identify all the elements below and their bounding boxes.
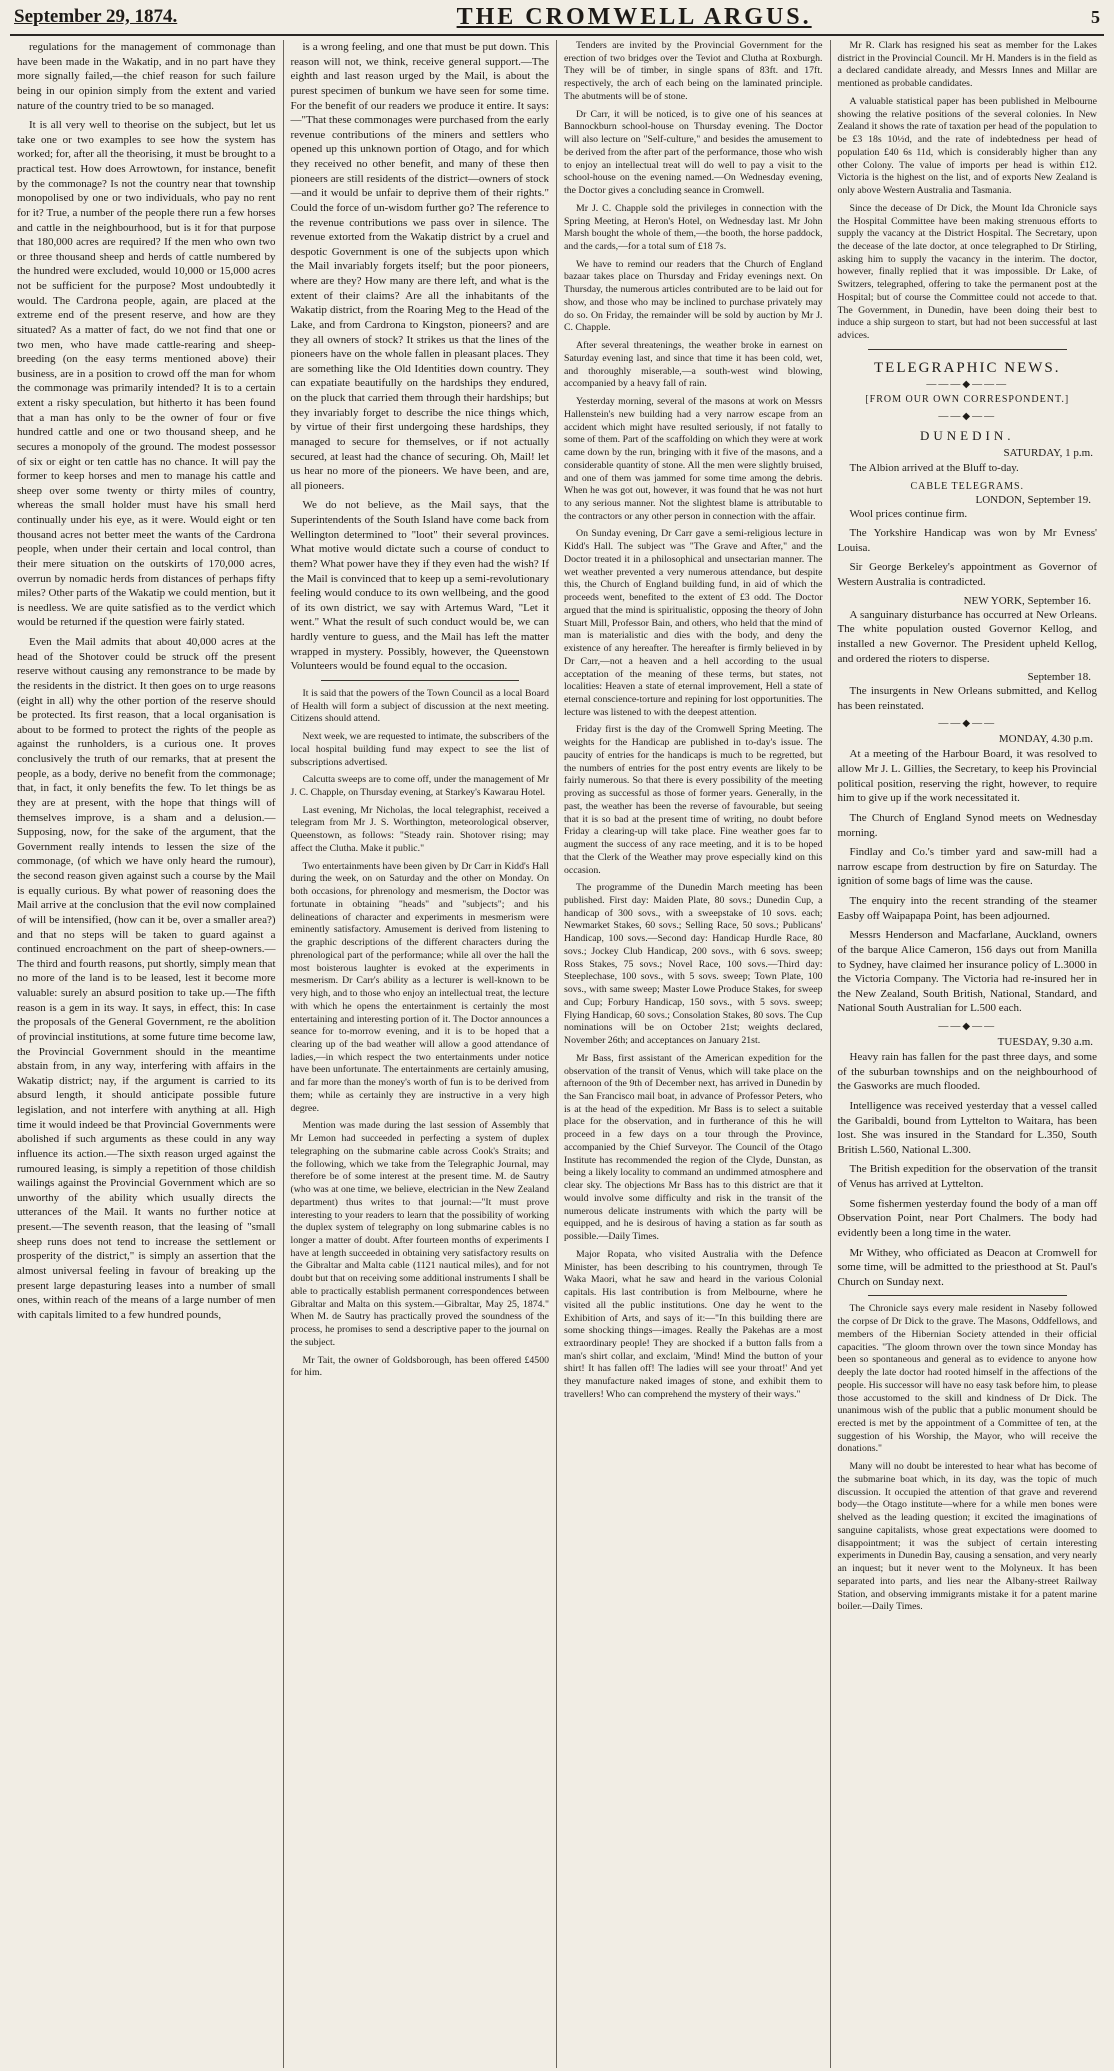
news-item: Calcutta sweeps are to come off, under the management of Mr J. C. Chapple, on Thursday evening, at Starkey's Kawarau Hotel. xyxy=(290,774,549,799)
correspondent-note: [FROM OUR OWN CORRESPONDENT.] xyxy=(865,393,1070,405)
article-paragraph: It is all very well to theorise on the subject, but let us take one or two examples to see how the system has worked; for, after all the theorising, it must be brought to a practical test. How does Arrowtown, for instance, benefit by the commonage? Is not the country near that township monopolised by one or two individuals, who pay no rent for it? True, a number of the people there run a few horses and cattle in the neighbourhood, but is it for that purpose that 180,000 acres are required? If the men who own two or three thousand sheep and herds of cattle numbered by the hundred were excluded, would 10,000 or 15,000 acres not be sufficient for the purpose? Most undoubtedly it would. The Cardrona people, again, are placed at the extreme end of the present reserve, and how are they situated? As a matter of fact, do we not find that one or two men, who have made cattle-rearing and sheep-breeding (on the easy terms mentioned above) their business, are in a position to crowd off the man for whom the commonage was primarily intended? It is to a certain extent a risky speculation, but hitherto it has been found that a man has only to be the owner of four or five hundred cattle and one or two thousand sheep, and he secures a monopoly of the ground. The modest possessor of six or eight or ten cattle has no chance. It will pay the former to keep horses and men to manage his cattle and sheep over some twenty or thirty miles of country, whereas the small holder must have his small herd continually under his eye, as it were. Would eight or ten thousand acres not better meet the wants of the Cardrona people, when under their certain and local control, than their mere situation on the outskirts of 170,000 acres, overrun by nomadic herds from distances of perhaps fifty miles? Other parts of the Wakatip we could mention, but it is needless. We are quite satisfied as to the verdict which would be returned if the question were fairly stated. xyxy=(17,119,276,629)
article-paragraph: is a wrong feeling, and one that must be put down. This reason will not, we think, receive general support.—The eighth and last reason urged by the Mail, is about the purest specimen of bunkum we have seen for some time. For the benefit of our readers we produce it entire. It says:—"That these commonages were purchased from the early revenue contributions of the miners and settlers who opened up this unknown portion of Otago, and for which they received no other benefit, and many of these then pioneers are still residents of the district—owners of stock—and it would be unfair to deprive them of their rights." Could the force of un-wisdom further go? The reference to the revenue contributions we pass over in silence. The revenue extorted from the Wakatip district by a cruel and despotic Government is one of the subjects upon which the Mail invariably forgets itself; but the poor pioneers, where are they? How many are there left, and what is the extent of their claims? Are all the inhabitants of the Wakatip district, from the Roaring Meg to the Head of the Lake, and from Cardrona to Kingston, pioneers? and are they all owners of stock? It strikes us that the lines of the pioneers have on the whole fallen in pleasant places. They are something like the Old Identities down country. They can expatiate beautifully on the hardships they endured, on the pluck that carried them through their hardships; but they invariably forget to describe the nice things which, by virtue of their first undergoing these hardships, they managed to secure for themselves, or if not actually secured, at least had the chance of securing. Oh, Mail! let us hear no more of the pioneers. We have been, and are, all pioneers. xyxy=(290,41,550,492)
telegram-item: The insurgents in New Orleans submitted, and Kellog has been reinstated. xyxy=(837,685,1097,712)
dateline: September 18. xyxy=(1027,671,1091,684)
news-item: Next week, we are requested to intimate, the subscribers of the local hospital building fund may expect to see the list of subscriptions advertised. xyxy=(290,731,549,768)
article-paragraph: We do not believe, as the Mail says, that the Superintendents of the South Island have come back from Wellington determined to "loot" their several provinces. What motive would dictate such a course of conduct to them? What power have they if they even had the wish? If the Mail is convinced that to keep up a semi-revolutionary feeling would conduce to its own wellbeing, and the good of its own district, we say with Artemus Ward, "Let it went." What the result of such conduct would be, we can hardly venture to guess, and the Mail has left the matter wrapped in mystery. Possibly, however, the Queenstown Volunteers would be found equal to the occasion. xyxy=(290,499,549,673)
column-1 xyxy=(10,40,284,2068)
telegram-item: The enquiry into the recent stranding of the steamer Easby off Waipapapa Point, has been adjourned. xyxy=(837,895,1097,922)
column-3 xyxy=(557,40,831,2068)
telegraphic-news-heading: TELEGRAPHIC NEWS. xyxy=(874,359,1061,376)
masthead xyxy=(10,0,1104,36)
telegram-item: Findlay and Co.'s timber yard and saw-mill had a narrow escape from destruction by fire on Saturday. The ignition of some bags of lime was the cause. xyxy=(837,846,1097,888)
newspaper-title: THE CROMWELL ARGUS. xyxy=(456,3,812,30)
ornament-divider-icon: ——◆—— xyxy=(938,718,997,730)
news-item: The programme of the Dunedin March meeting has been published. First day: Maiden Plate, 80 sovs.; Dunedin Cup, a handicap of 300 sovs., with a sweepstake of 10 sovs. each; Newmarket Stakes, 60 sovs.; Selling Race, 50 sovs.; Publicans' Handicap, 100 sovs.—Second day: Handicap Hurdle Race, 80 sovs.; Jockey Club Handicap, 200 sovs., with 6 sovs. sweep; Ross Stakes, 75 sovs.; Novel Race, 100 sovs.—Third day: Steeplechase, 100 sovs., with 5 sovs. sweep; Town Plate, 100 sovs., with same sweep; Master Lowe Produce Stakes, for sweep and Cup; Forbury Handicap, 150 sovs., with 5 sovs. sweep; Flying Handicap, 60 sovs.; Consolation Stakes, 80 sovs. The Cup nominations will be on October 21st; weights declared, November 26th; and acceptances on January 21st. xyxy=(564,882,823,1047)
article-paragraph: regulations for the management of commonage than have been made in the Wakatip, and in no part have they more signally failed,—the chief reason for such failure being in our opinion simply from the extent and varied nature of the country tried to be so managed. xyxy=(17,41,276,112)
news-item: A valuable statistical paper has been published in Melbourne showing the relative positions of the several colonies. In New Zealand it shows the rate of taxation per head of the population to be £3 18s 10½d, and the rate of indebtedness per head of population £40 6s 11d, which is considerably higher than any other Colony. The value of imports per head is within £12. Victoria is the highest on the list, and of exports New Zealand is only above Western Australia and Tasmania. xyxy=(837,95,1097,197)
news-item: Mr J. C. Chapple sold the privileges in connection with the Spring Meeting, at Heron's Hotel, on Wednesday last. Mr John Marsh bought the whole of them,—the booth, the horse paddock, and the cards,—for a total sum of £18 7s. xyxy=(564,202,823,253)
news-item: We have to remind our readers that the Church of England bazaar takes place on Thursday and Friday evenings next. On Thursday, the numerous articles contributed are to be laid out for show, and those who may be inclined to purchase privately may do so. On Friday, the remainder will be sold by auction by Mr J. C. Chapple. xyxy=(564,258,823,334)
news-item: Mention was made during the last session of Assembly that Mr Lemon had succeeded in perfecting a system of duplex telegraphing on the submarine cable across Cook's Straits; and the following, which we take from the Telegraphic Journal, may therefore be of some interest at the present time. M. de Sautry (who was at one time, we believe, electrician in the New Zealand department) thus writes to that journal:—"It must prove interesting to your readers to learn that the possibility of working the duplex system of telegraphy on long submarine cables is no longer a matter of doubt. After fourteen months of experiments I have at length succeeded in obtaining very satisfactory results on the Gibraltar and Malta cable (1121 nautical miles), and for not doubt but that on receiving some additional instruments I shall be able to practically establish permanent correspondences between Gibraltar and Malta on this system.—Gibraltar, May 25, 1874." When M. de Sautry has practically proved the soundness of the process, he promises to send a descriptive paper to the journal on the subject. xyxy=(290,1120,549,1348)
column-4 xyxy=(831,40,1105,2068)
dateline: LONDON, September 19. xyxy=(975,493,1091,506)
news-item: It is said that the powers of the Town Council as a local Board of Health will form a subject of discussion at the next meeting. Citizens should attend. xyxy=(290,687,549,725)
telegram-item: Sir George Berkeley's appointment as Governor of Western Australia is contradicted. xyxy=(837,561,1097,589)
news-item: Dr Carr, it will be noticed, is to give one of his seances at Bannockburn school-house on Thursday evening. The Doctor will also lecture on "Self-culture," and besides the amusement to be derived from the after part of the performance, those who wish to enjoy an intellectual treat will do well to pay a visit to the school-house on the evening named.—On Wednesday evening, the Doctor gives a concluding seance in Cromwell. xyxy=(564,108,823,197)
news-item: The Chronicle says every male resident in Naseby followed the corpse of Dr Dick to the grave. The Masons, Oddfellows, and members of the Hibernian Society attended in their official capacities. "The gloom thrown over the town since Monday has been so spontaneous and general as to evidence to anyone how deeply the late doctor had rooted himself in the affections of the people. His successor will have no easy task before him, to please those accustomed to the skill and kindness of Dr Dick. The unanimous wish of the public that a public monument should be erected is met by the appointment of a Committee of ten, at the suggestion of his Worship, the Mayor, who will receive the donations." xyxy=(837,1303,1097,1455)
ornament-divider-icon: ——◆—— xyxy=(938,1021,997,1033)
news-item: Tenders are invited by the Provincial Government for the erection of two bridges over the Teviot and Clutha at Roxburgh. They will be of timber, in single spans of 83ft. and 17ft. respectively, the arch of each being on the laminated principle. The abutments will be of stone. xyxy=(564,40,823,102)
telegram-item: Mr Withey, who officiated as Deacon at Cromwell for some time, will be admitted to the priesthood at St. Paul's Church on Sunday next. xyxy=(837,1246,1097,1288)
telegram-item: Wool prices continue firm. xyxy=(849,507,968,520)
telegram-item: Heavy rain has fallen for the past three days, and some of the suburban townships and on the neighbourhood of the Gasworks are much flooded. xyxy=(837,1051,1097,1093)
news-item: Many will no doubt be interested to hear what has become of the submarine boat which, in its day, was the topic of much discussion. It occupied the attention of that grave and reverend body—the Otago institute—where for a while men bones were shelved as the leading question; it excited the imaginations of sanguine capitalists, whose great expectations were doomed to disappointment; it was the subject of certain interesting experiments in Dunedin Bay, causing a sensation, and very nearly an inquest; but it never went to the Molyneux. It has been separated into parts, and lies near the Albany-street Railway Station, and observing immigrants mistake it for a patent marine boiler.—Daily Times. xyxy=(837,1461,1097,1613)
telegram-item: Some fishermen yesterday found the body of a man off Observation Point, near Port Chalmers. The body had evidently been a long time in the water. xyxy=(837,1197,1097,1239)
news-item: Mr Tait, the owner of Goldsborough, has been offered £4500 for him. xyxy=(290,1354,549,1379)
telegram-item: Messrs Henderson and Macfarlane, Auckland, owners of the barque Alice Cameron, 156 days out from Manilla to Sydney, have claimed her insurance policy of L.3000 in the Victoria Company. The Victoria had re-insured her in the New Zealand, South British, National, Standard, and National South Australian for L.500 each. xyxy=(837,929,1097,1015)
telegram-item: The Albion arrived at the Bluff to-day. xyxy=(849,461,1019,474)
ornament-divider-icon: ——◆—— xyxy=(938,410,997,422)
telegram-item: The Yorkshire Handicap was won by Mr Evness' Louisa. xyxy=(837,527,1097,554)
news-item: Major Ropata, who visited Australia with the Defence Minister, has been describing to his countrymen, through Te Waka Maori, what he saw and heard in the various Colonial capitals. His last contribution is from Melbourne, where he visited all the public institutions. One day he went to the Exhibition of Arts, and says of it:—"In this building there are some shocking things—images. Really the Pakehas are a most extraordinary people! They are shocked if a button falls from a man's shirt collar, and exclaim, 'Mind! Mind the button of your shirt! It has fallen off! The ladies will see your throat!' And yet they manufacture naked images of stone, and exhibit them to travellers! Who can comprehend the mystery of their ways." xyxy=(564,1248,823,1400)
section-divider xyxy=(321,680,520,681)
page-number: 5 xyxy=(1091,6,1100,27)
ornament-divider-icon: ———◆——— xyxy=(926,378,1009,390)
news-item: Mr R. Clark has resigned his seat as member for the Lakes district in the Provincial Council. Mr H. Manders is in the field as a declared candidate already, and Messrs Innes and Millar are mentioned as probable candidates. xyxy=(837,40,1097,90)
telegram-item: The Church of England Synod meets on Wednesday morning. xyxy=(837,811,1097,839)
news-item: Last evening, Mr Nicholas, the local telegraphist, received a telegram from Mr J. S. Worthington, meteorological observer, Queenstown, as follows: "Steady rain. Shotover rising; may affect the Clutha. Make it public." xyxy=(290,804,549,854)
column-2 xyxy=(284,40,558,2068)
telegram-item: Intelligence was received yesterday that a vessel called the Garibaldi, bound from Lyttelton to Waitara, has been lost. She was insured in the Standard for L.350, South British L.560, National L.300. xyxy=(837,1099,1097,1156)
news-item: Friday first is the day of the Cromwell Spring Meeting. The weights for the Handicap are published in to-day's issue. The paucity of entries for the handicaps is much to be regretted, but the numbers of entries for the post entry events are likely to be fairly numerous. So that there is every possibility of the meeting proving as successful as those of former years. Generally, in the past, the weather has been the reverse of favourable, but seeing that it is so bad at the present time of writing, no doubt before Friday a clearing-up will take place. Fine weather goes far to augment the success of any race meeting, and it is to be hoped that the Clerk of the Weather may prove especially kind on this occasion. xyxy=(564,724,823,876)
section-divider xyxy=(868,349,1068,350)
dateline: MONDAY, 4.30 p.m. xyxy=(998,733,1093,746)
cable-telegrams-label: CABLE TELEGRAMS. xyxy=(910,480,1025,492)
article-columns xyxy=(10,40,1104,2068)
news-item: Since the decease of Dr Dick, the Mount Ida Chronicle says the Hospital Committee have been making strenuous efforts to supply the vacancy at the District Hospital. The Secretary, upon the decease of the late doctor, at once telegraphed to Dr Stirling, asking him to supply the vacancy in the interim. The doctor, however, finally replied that it was impossible. Dr Lake, of Switzers, telegraphed, offering to take the permanent post at the Hospital; but of course the Committee could not accede to that. The Government, in Dunedin, have been doing their best to induce a ship surgeon to start, but had not been successful at last advices. xyxy=(837,202,1097,342)
article-paragraph: Even the Mail admits that about 40,000 acres at the head of the Shotover could be struck off the present reserve without causing any remonstrance to be made by the residents in the district. It then goes on to urge reasons (eight in all) why the other portion of the reserve should be protected. Its first reason, that a local organisation is about to be formed to protect the rights of the people as against the runholders, is a curious one. It proves conclusively the truth of our remarks, that at present the people, as a body, derive no benefit from the commonage; that, in fact, it only benefits the few. To let things be as they are at present, with the hope that things will of themselves improve, is a sham and a delusion.—Supposing, now, for the sake of the argument, that the Government really intends to lessen the size of the commonage, (of which we have only heard the rumour), the second reason given against such a course by the Mail is equally curious. By what power of reasoning does the Mail arrive at the conclusion that the evil now complained of will be intensified, (how can it be, over a smaller area?) and that no steps will be taken to guard against a continued encroachment on the part of sheep-owners.—The third and fourth reasons, put shortly, simply mean that no more of the land is to be leased, lest it become more valuable: surely an absurd position to take up.—The fifth reason is a gem in its way. It says, in effect, this: In case the proposals of the General Government, re the abolition of provincial institutions, at some future time become law, the Provincial Government should in the meantime abstain from, in any way, interfering with affairs in the Wakatip district; nay, if the argument is carried to its absurd length, it should anticipate possible future legislation, and not interfere with anything at all. High time it would indeed be that Provincial Governments were abolished if such arguments as these could in any way influence its action.—The sixth reason urged against the rumoured leasing, is simply a repetition of those childish wailings against the Provincial Government which are so unworthy of the ability which usually directs the utterances of the Mail. It wants no further notice at present.—The seventh reason, that the leasing of "small sheep runs does not tend to increase the settlement or prosperity of the district," is simply an assertion that the almost universal feeling in favour of breaking up the present large depasturing leases into a number of small ones, within reach of the means of a large number of men with capitals limited to a few hundred pounds, xyxy=(17,636,276,1321)
dateline: NEW YORK, September 16. xyxy=(963,594,1091,607)
news-item: Yesterday morning, several of the masons at work on Messrs Hallenstein's new building had a very narrow escape from an accident which might have resulted seriously, if not fatally to some of them. Part of the scaffolding on which they were at work came down by the run, bringing with it five of the masons, and a considerable quantity of stone. All the men were slightly bruised, and one of them was jammed for some time among the debris. When he was got out, however, it was found that he was not hurt to any serious manner. Not the slightest blame is attributable to the contractors or any other person in connection with the affair. xyxy=(564,396,823,522)
dateline-city: DUNEDIN. xyxy=(920,427,1015,443)
news-item: After several threatenings, the weather broke in earnest on Saturday evening last, and since that time it has been cold, wet, and thoroughly miserable,—a south-west wind blowing, accompanied by a heavy fall of rain. xyxy=(564,340,823,390)
dateline: SATURDAY, 1 p.m. xyxy=(1003,446,1093,459)
telegram-item: A sanguinary disturbance has occurred at New Orleans. The white population ousted Governor Kellog, and installed a new Governor. The President upheld Kellog, and ordered the rioters to disperse. xyxy=(837,608,1097,665)
telegram-item: At a meeting of the Harbour Board, it was resolved to allow Mr J. L. Gillies, the Secretary, to keep his Provincial political position, reserving the right, however, to require him to give up if the work necessitated it. xyxy=(837,748,1097,805)
news-item: On Sunday evening, Dr Carr gave a semi-religious lecture in Kidd's Hall. The subject was "The Grave and After," and the Doctor treated it in a philosophical and unsectarian manner. The wet weather prevented a very numerous attendance, but despite this, the Church of England building fund, in aid of which the proceeds went, benefited to the extent of £3 odd. The Doctor argued that the mind is spiritualistic, opposing the theory of John Stuart Mill, Professor Bain, and others, who held that the mind of man is materialistic and dies with the body, and deny the existence of any hereafter. The hereafter is firmly believed in by Dr Carr,—not a heaven and a hell according to the usual acceptation of the meaning of these terms, but states, not localities: Heaven a state of eternal improvement, Hell a state of eternal conscience-torture and repining for lost opportunities. The lecture was listened to with the deepest attention. xyxy=(564,528,823,718)
news-item: Mr Bass, first assistant of the American expedition for the observation of the transit of Venus, which will take place on the afternoon of the 9th of December next, has arrived in Dunedin by the San Francisco mail boat, in advance of Professor Peters, who is at the head of the expedition. Mr Bass is to select a suitable place for the observation, and in furtherance of this he will proceed in a few days on a tour through the Province, accompanied by the Chief Surveyor. The Council of the Otago Institute has recommended the region of the Clyde, Dunstan, as being a likely locality to command an undimmed atmosphere and clear sky. The objections Mr Bass has to this district are that it would involve some difficulty and risk in the transit of the numerous delicate instruments with which the party will be equipped, and he is desirous of having a station as far south as possible.—Daily Times. xyxy=(564,1052,823,1243)
news-item: Two entertainments have been given by Dr Carr in Kidd's Hall during the week, on on Saturday and the other on Monday. On both occasions, for phrenology and mesmerism, the Doctor was fortunate in obtaining "heads" and "subjects"; and his delineations of character and experiments in mesmerism were eminently satisfactory. Amusement is derived from listening to the graphic descriptions of the different characters during the phrenological part of the performance; while all over the hall the most boisterous laughter is evoked at the experiments in mesmerism. Dr Carr's ability as a lecturer is well-known to be very high, and to those who enjoy an intellectual treat, the lecture with which he opens the entertainment is certainly the most entertaining and interesting portion of it. The Doctor announces a seance for to-morrow evening, and it is to be hoped that a clearing up of the bad weather will allow a good attendance of ladies,—in which respect the two entertainments under notice have been unfortunate. The entertainments are certainly amusing, and far more than the money's worth of fun is to be derived from them; while as certainly they are instructive in a very high degree. xyxy=(290,860,549,1114)
dateline: TUESDAY, 9.30 a.m. xyxy=(997,1036,1093,1049)
section-divider xyxy=(868,1295,1068,1296)
telegram-item: The British expedition for the observation of the transit of Venus has arrived at Lyttelton. xyxy=(837,1163,1097,1191)
issue-date: September 29, 1874. xyxy=(14,6,178,27)
